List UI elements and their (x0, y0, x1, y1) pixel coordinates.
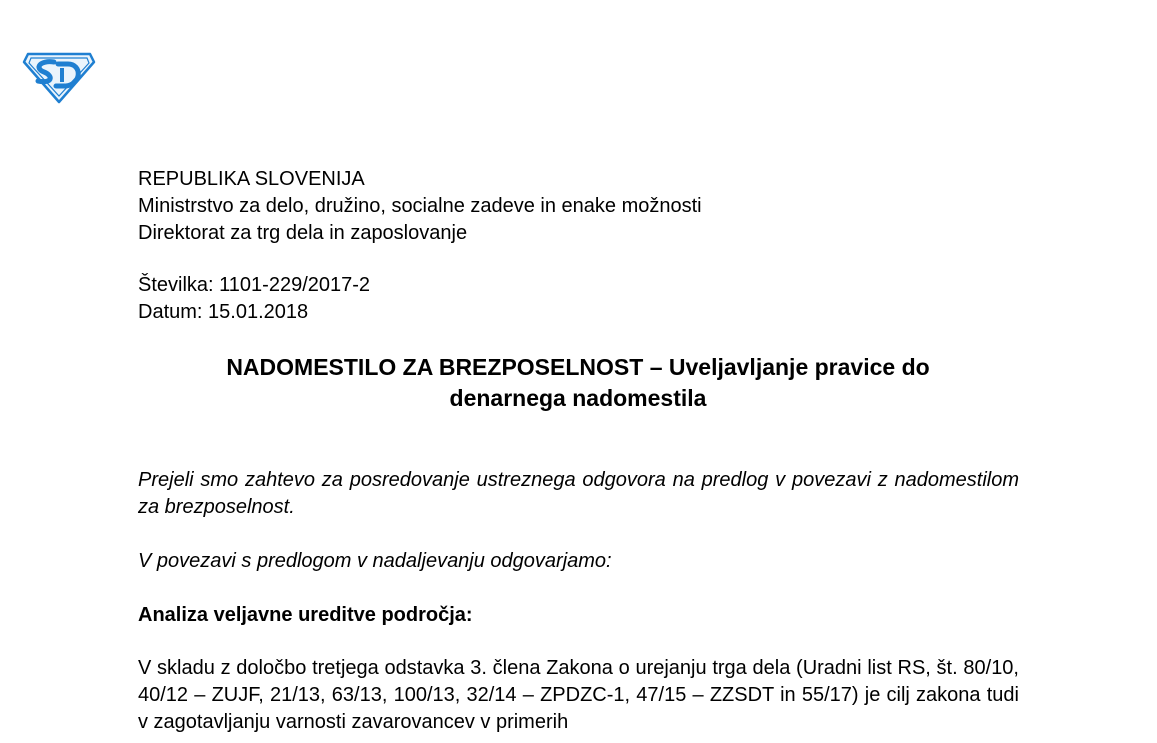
body-paragraph: V skladu z določbo tretjega odstavka 3. člena Zakona o urejanju trga dela (Uradni list RS, št. 80/10, 40/12 – ZUJF, 21/13, 63/13, 100/13, 32/14 – ZPDZC-1, 47/15 – ZZSDT in 55/17) je cilj zakona tudi v zagotavljanju varnosti zavarovancev v primerih (138, 657, 1019, 733)
document-number-line (138, 272, 370, 299)
document-title-line1: NADOMESTILO ZA BREZPOSELNOST – Uveljavljanje pravice do (226, 354, 930, 380)
document-date-line (138, 299, 370, 326)
ministry-shield-logo-icon (22, 48, 96, 104)
republic-name: REPUBLIKA SLOVENIJA (138, 168, 365, 190)
document-date-label: Datum: (138, 301, 203, 323)
intro-paragraph: Prejeli smo zahtevo za posredovanje ustreznega odgovora na predlog v povezavi z nadomestilom za brezposelnost. (138, 469, 1019, 518)
ministry-name: Ministrstvo za delo, družino, socialne zadeve in enake možnosti (138, 195, 702, 217)
document-date-value: 15.01.2018 (208, 301, 309, 323)
lead-paragraph: V povezavi s predlogom v nadaljevanju odgovarjamo: (138, 550, 612, 572)
sender-header (138, 166, 702, 247)
document-title-line2: denarnega nadomestila (449, 385, 707, 411)
section-heading: Analiza veljavne ureditve področja: (138, 604, 473, 626)
directorate-name: Direktorat za trg dela in zaposlovanje (138, 222, 468, 244)
reference-block (138, 272, 370, 326)
document-title (138, 352, 1018, 414)
document-number-label: Številka: (138, 274, 214, 296)
document-number-value: 1101-229/2017-2 (219, 274, 371, 296)
